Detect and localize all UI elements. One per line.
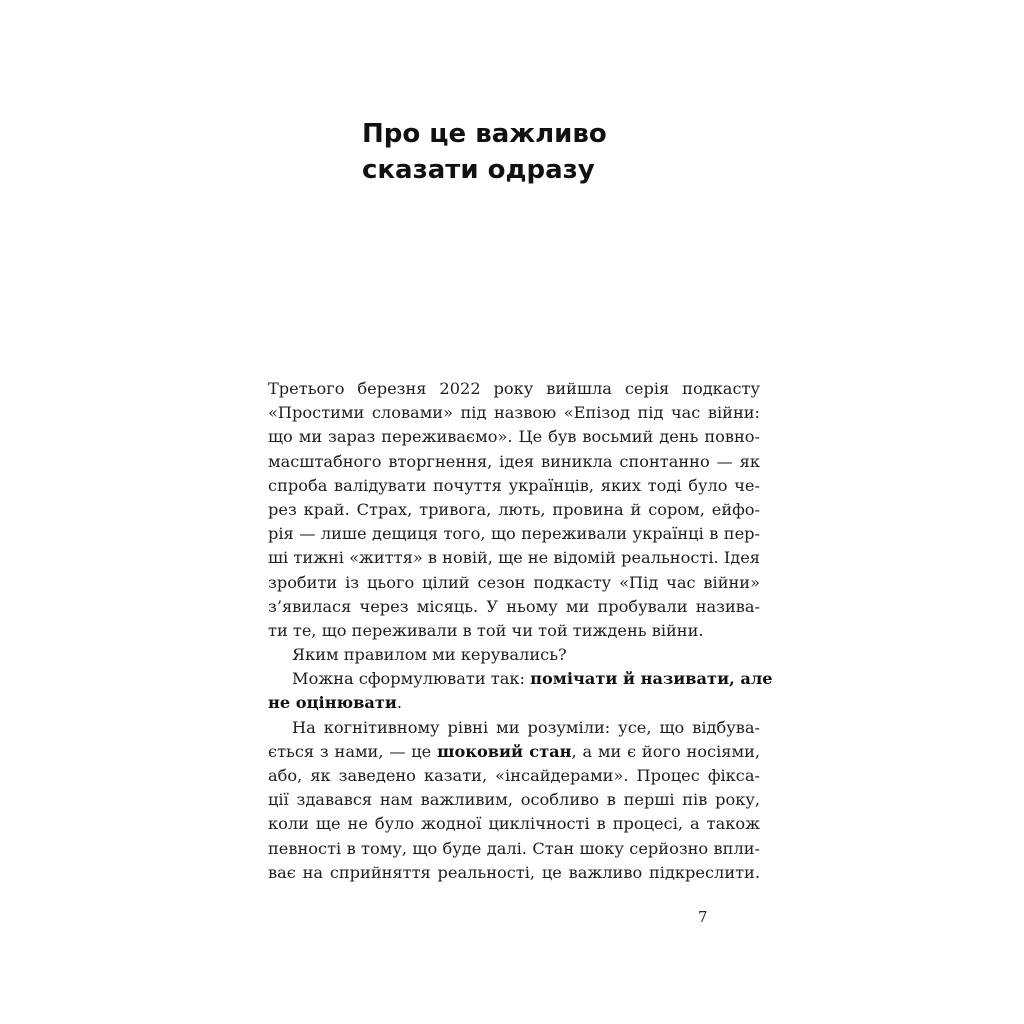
text-segment: , а ми є його носіями, <box>571 741 761 761</box>
text-segment: ється з нами, — це <box>268 741 438 761</box>
text-line: або, як заведено казати, «інсайдерами». Процес фікса- <box>268 766 760 785</box>
text-line: Третього березня 2022 року вийшла серія подкасту <box>268 379 760 398</box>
text-line: ції здавався нам важливим, особливо в перші пів року, <box>268 790 760 810</box>
text-line <box>268 667 773 691</box>
chapter-title-line-1: Про це важливо <box>362 119 607 149</box>
text-line: що ми зараз переживаємо». Це був восьмий день повно- <box>268 427 760 447</box>
text-line <box>268 740 760 764</box>
text-line: ти те, що переживали в той чи той тиждень війни. <box>268 620 704 640</box>
bold-phrase: помічати й називати, але <box>530 669 773 689</box>
text-line: «Простими словами» під назвою «Епізод під час війни: <box>268 403 760 423</box>
text-line: певності в тому, що буде далі. Стан шоку серйозно впли- <box>268 838 760 858</box>
bold-phrase: не оцінювати <box>268 693 397 713</box>
chapter-title-line-2: сказати одразу <box>362 155 595 185</box>
text-line: масштабного вторгнення, ідея виникла спонтанно — як <box>268 451 760 471</box>
text-line: Яким правилом ми керувались? <box>292 645 567 665</box>
body-text <box>268 377 773 885</box>
text-line <box>268 691 760 715</box>
text-line: зробити із цього цілий сезон подкасту «Під час війни» <box>268 572 760 592</box>
text-line: ває на сприйняття реальності, це важливо підкреслити. <box>268 862 760 882</box>
text-line: з’явилася через місяць. У ньому ми пробували назива- <box>268 596 760 616</box>
text-line: спроба валідувати почуття українців, яких тоді було че- <box>268 475 760 495</box>
text-segment: . <box>396 693 403 713</box>
text-line: коли ще не було жодної циклічності в процесі, а також <box>268 814 760 834</box>
text-line: рія — лише дещиця того, що переживали українці в пер- <box>268 524 760 544</box>
chapter-title <box>362 116 607 188</box>
bold-phrase: шоковий стан <box>437 741 572 761</box>
text-line: На когнітивному рівні ми розуміли: усе, що відбува- <box>292 717 760 737</box>
text-line: ші тижні «життя» в новій, ще не відомій реальності. Ідея <box>268 548 760 568</box>
text-line: рез край. Страх, тривога, лють, провина й сором, ейфо- <box>268 499 760 519</box>
page-number: 7 <box>698 908 708 926</box>
text-segment: Можна сформулювати так: <box>292 669 531 689</box>
